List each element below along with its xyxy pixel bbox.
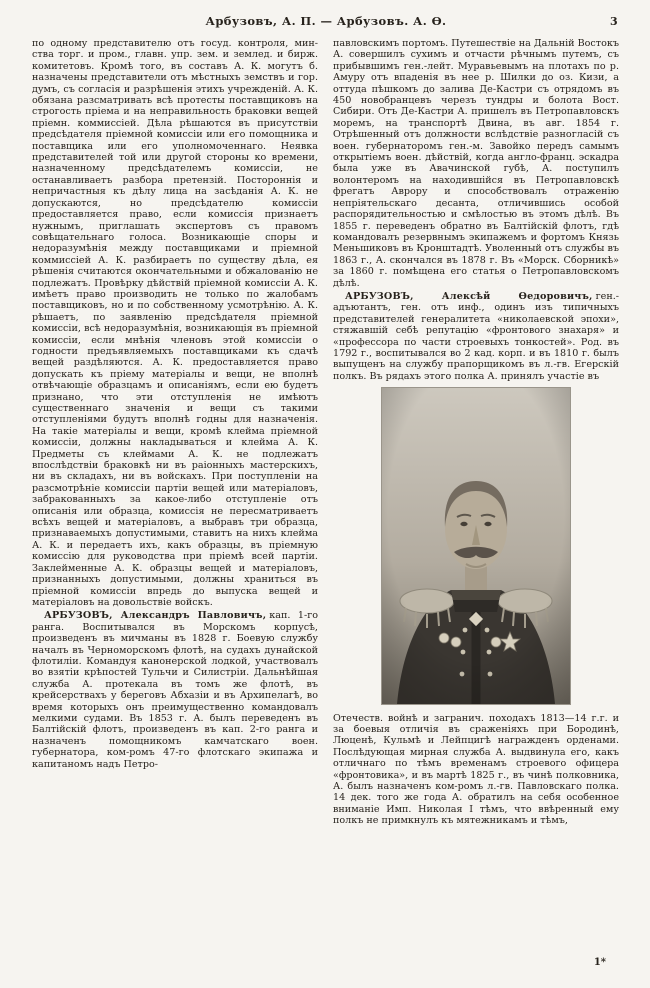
- page-number: 3: [609, 15, 618, 28]
- running-head: [32, 14, 620, 29]
- entry-text-aleksei-before-portrait: ген.-адъютантъ, ген. отъ инф., одинъ изъ типичныхъ представителей генералитета «николаевской эпохи», стяжавшій себѣ репутацію «фронтового знахаря» и «профессора по части строевыхъ тонкостей». Род. въ 1792 г., воспитывался во 2 кад. корп. и въ 1810 г. былъ выпущенъ на службу прапорщикомъ въ л.-гв. Егерскій полкъ. Въ рядахъ этого полка А. принялъ участіе въ: [333, 290, 619, 382]
- entry-heading-alexandr: АРБУЗОВЪ, Александръ Павловичъ,: [44, 610, 267, 622]
- right-column: [333, 38, 619, 827]
- portrait-frame: [333, 382, 619, 712]
- signature-mark: 1*: [593, 957, 606, 968]
- text-columns: [32, 38, 620, 827]
- running-head-title: Арбузовъ, А. П. — Арбузовъ. А. Ө.: [205, 14, 447, 28]
- entry-heading-aleksei: АРБУЗОВЪ, Алексѣй Өедоровичъ,: [345, 290, 593, 302]
- right-continuation-paragraph: павловскимъ портомъ. Путешествіе на Дальній Востокъ А. совершилъ сухимъ и отчасти рѣчнымъ путемъ, съ прибывшимъ ген.-лейт. Муравьевымъ на плотахъ по р. Амуру отъ впаденія въ нее р. Шилки до оз. Кизи, а оттуда пѣшкомъ до залива Де-Кастри съ отрядомъ въ 450 новобранцевъ черезъ тундры и болота Вост. Сибири. Отъ Де-Кастри А. пришелъ въ Петропавловскъ моремъ, на транспортѣ Двина, въ авг. 1854 г. Отрѣшенный отъ должности вслѣдствіе разногласій съ воен. губернаторомъ ген.-м. Завойко передъ самымъ открытіемъ воен. дѣйствій, когда англо-франц. эскадра была уже въ Авачинской губѣ, А. поступилъ волонтеромъ на находившійся въ Петропавловскѣ фрегатъ Аврору и способствовалъ отраженію непріятельскаго десанта, отличившись особой распорядительностью и смѣлостью въ этомъ дѣлѣ. Въ 1855 г. переведенъ обратно въ Балтійскій флотъ, гдѣ командовалъ резервнымъ экипажемъ и фортомъ Князь Меньшиковъ въ Кронштадтѣ. Уволенный отъ службы въ 1863 г., А. скончался въ 1878 г. Въ «Морск. Сборникѣ» за 1860 г. помѣщена его статья о Петропавловскомъ дѣлѣ.: [333, 38, 619, 289]
- entry-arbuzov-alexandr-pavlovich: [32, 610, 318, 770]
- entry-text-aleksei-after-portrait: Отечеств. войнѣ и загранич. походахъ 1813—14 г.г. и за боевыя отличія въ сраженіяхъ при Бородинѣ, Люценѣ, Кульмѣ и Лейпцигѣ награжденъ орденами. Послѣдующая мирная служба А. выдвинула его, какъ отличнаго по тѣмъ временамъ строевого офицера «фронтовика», и въ мартѣ 1825 г., въ чинѣ полковника, А. былъ назначенъ ком-ромъ л.-гв. Павловскаго полка. 14 дек. того же года А. обратилъ на себя особенное вниманіе Имп. Николая I тѣмъ, что ввѣренный ему полкъ не примкнулъ къ мятежникамъ и тѣмъ,: [333, 712, 619, 827]
- portrait-photo: [381, 387, 571, 705]
- left-continuation-paragraph: по одному представителю отъ госуд. контроля, мин-ства торг. и пром., главн. упр. зем. и землед. и бирж. комитетовъ. Кромѣ того, въ составъ А. К. могутъ б. назначены представители отъ мѣстныхъ земствъ и гор. думъ, съ согласія и разрѣшенія этихъ учрежденій. А. К. обязана разсматривать всѣ протесты поставщиковъ на строгость пріема и на неправильность браковки вещей пріемн. коммиссіей. Дѣла рѣшаются въ присутствіи предсѣдателя пріемной комиссіи или его помощника и поставщика или его уполномоченнаго. Неявка представителей той или другой стороны ко времени, назначенному предсѣдателемъ комиссіи, не останавливаетъ разбора претензій. Постороннія и непричастныя къ дѣлу лица на засѣданія А. К. не допускаются, но предсѣдателю комиссіи предоставляется право, если комиссія признаетъ нужнымъ, приглашать экспертовъ съ правомъ совѣщательнаго голоса. Возникающіе споры и недоразумѣнія между поставщиками и пріемной коммиссіей А. К. разбираетъ по существу дѣла, ея рѣшенія считаются окончательными и обжалованію не подлежатъ. Провѣрку дѣйствій пріемной комиссіи А. К. имѣетъ право производить не только по жалобамъ поставщиковъ, но и по собственному усмотрѣнію. А. К. рѣшаетъ, по заявленію предсѣдателя пріемной комиссіи, всѣ недоразумѣнія, возникающія въ пріемной комиссіи, если мнѣнія членовъ этой комиссіи о годности предъявляемыхъ поставщиками къ сдачѣ вещей раздѣляются. А. К. предоставляется право допускать къ пріему матеріалы и вещи, не вполнѣ отвѣчающіе образцамъ и описаніямъ, если ею будетъ признано, что эти отступленія не имѣютъ существеннаго значенія и вещи съ такими отступленіями будутъ вполнѣ годны для назначенія. На такіе матеріалы и вещи, кромѣ клейма пріемной комиссіи, должны накладываться и клейма А. К. Предметы съ клеймами А. К. не подлежатъ впослѣдствіи браковкѣ ни въ раіонныхъ мастерскихъ, ни въ складахъ, ни въ войскахъ. При поступленіи на разсмотрѣніе комиссіи партіи вещей или матеріаловъ, забракованныхъ за какое-либо отступленіе отъ описанія или образца, комиссія не пересматриваетъ всѣхъ вещей и матеріаловъ, а выбравъ три образца, признаваемыхъ допустимыми, ставитъ на нихъ клейма А. К. и передаетъ ихъ, какъ образцы, въ пріемную комиссію для руководства при пріемѣ всей партіи. Заклейменные А. К. образцы вещей и матеріаловъ, признанныхъ допустимыми, должны храниться въ пріемной комиссіи впредь до выпуска вещей и матеріаловъ на довольствіе войскъ.: [32, 38, 318, 608]
- entry-arbuzov-aleksei-fedorovich: [333, 291, 619, 382]
- left-column: [32, 38, 318, 827]
- entry-text-alexandr: кап. 1-го ранга. Воспитывался въ Морскомъ корпусѣ, произведенъ въ мичманы въ 1828 г. Боевую службу началъ въ Черноморскомъ флотѣ, на судахъ дунайской флотиліи. Командуя канонерской лодкой, участвовалъ во взятіи крѣпостей Тульчи и Силистріи. Дальнѣйшая служба А. протекала въ томъ же флотѣ, въ крейсерствахъ у береговъ Абхазіи и въ Архипелагѣ, во время которыхъ онъ преимущественно командовалъ мелкими судами. Въ 1853 г. А. былъ переведенъ въ Балтійскій флотъ, произведенъ въ кап. 2-го ранга и назначенъ помощникомъ камчатскаго воен. губернатора, ком-ромъ 47-го флотскаго экипажа и капитаномъ надъ Петро-: [32, 610, 318, 770]
